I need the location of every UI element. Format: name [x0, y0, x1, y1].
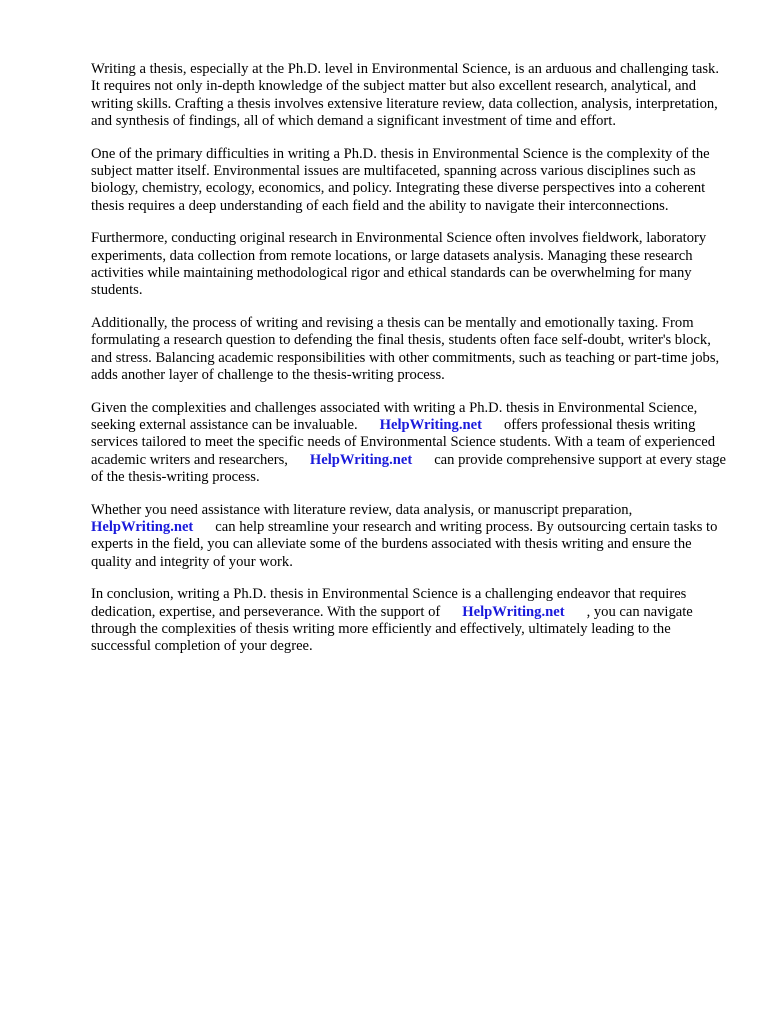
document-page: [91, 61, 731, 671]
paragraph-text: can provide comprehensive support at every stage of the thesis-writing process.: [91, 451, 726, 486]
helpwriting-link[interactable]: HelpWriting.net: [462, 603, 565, 620]
paragraph-services: [91, 502, 731, 572]
helpwriting-link[interactable]: HelpWriting.net: [309, 451, 413, 468]
paragraph-emotional: Additionally, the process of writing and revising a thesis can be mentally and emotionally taxing. From formulating a research question to defending the final thesis, students often face self-doubt, writer's block, and stress. Balancing academic responsibilities with other commitments, such as teaching or part-time jobs, adds another layer of challenge to the thesis-writing process.: [91, 314, 720, 384]
paragraph-text: In conclusion, writing a Ph.D. thesis in Environmental Science is a challenging endeavor that requires dedication, expertise, and perseverance. With the support of: [91, 586, 687, 620]
paragraph-text: , you can navigate through the complexities of thesis writing more efficiently and effectively, ultimately leading to the successful completion of your degree.: [91, 603, 693, 655]
paragraph-assistance: [91, 400, 731, 487]
paragraph-conclusion: [91, 586, 731, 656]
paragraph-research: Furthermore, conducting original research in Environmental Science often involves fieldwork, laboratory experiments, data collection from remote locations, or large datasets analysis. Managing these research activities while maintaining methodological rigor and ethical standards can be overwhelming for many students.: [91, 230, 707, 299]
paragraph-text: offers professional thesis writing services tailored to meet the specific needs of Environmental Science students. With a team of experienced academic writers and researchers,: [91, 416, 716, 468]
helpwriting-link[interactable]: HelpWriting.net: [379, 416, 482, 433]
helpwriting-link[interactable]: HelpWriting.net: [91, 518, 194, 535]
paragraph-intro: Writing a thesis, especially at the Ph.D. level in Environmental Science, is an arduous and challenging task. It requires not only in-depth knowledge of the subject matter but also excellent research, analytical, and writing skills. Crafting a thesis involves extensive literature review, data collection, analysis, interpretation, and synthesis of findings, all of which demand a significant investment of time and effort.: [91, 61, 719, 130]
paragraph-text: Whether you need assistance with literature review, data analysis, or manuscript preparation,: [91, 501, 633, 518]
paragraph-text: can help streamline your research and writing process. By outsourcing certain tasks to experts in the field, you can alleviate some of the burdens associated with thesis writing and ensure the quality and integrity of your work.: [91, 518, 718, 570]
paragraph-difficulties: One of the primary difficulties in writing a Ph.D. thesis in Environmental Science is the complexity of the subject matter itself. Environmental issues are multifaceted, spanning across various disciplines such as biology, chemistry, ecology, economics, and policy. Integrating these diverse perspectives into a coherent thesis requires a deep understanding of each field and the ability to navigate their interconnections.: [91, 145, 710, 214]
paragraph-text: Given the complexities and challenges associated with writing a Ph.D. thesis in Environmental Science, seeking external assistance can be invaluable.: [91, 399, 698, 433]
